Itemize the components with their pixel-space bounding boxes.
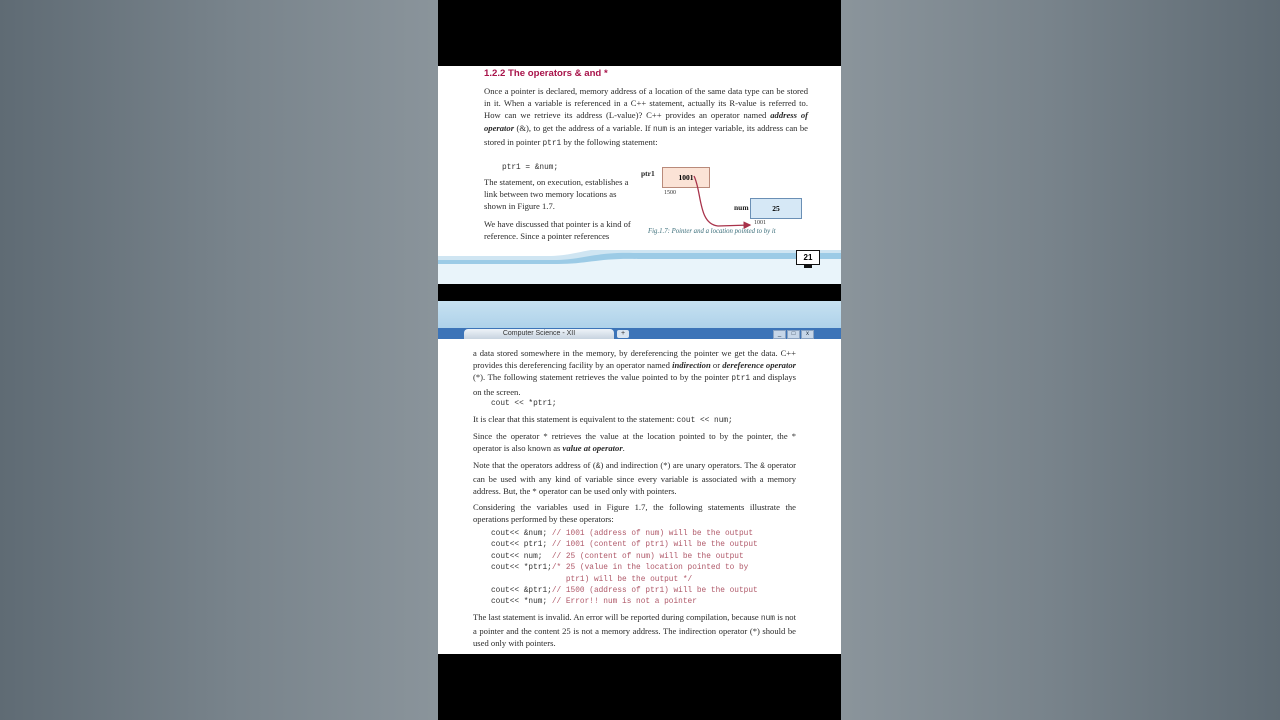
- code-line: cout<< ptr1; // 1001 (content of ptr1) will be the output: [491, 541, 758, 550]
- code-assignment: ptr1 = &num;: [502, 164, 559, 172]
- paragraph-address-operator: Once a pointer is declared, memory address of a location of the same data type can be stored in it. When a variable is referenced in a C++ statement, actually its R-value is referred to. How can we retrieve its address (L-value)? C++ provides an operator named address of operator (&), to get the address of a variable. If num is an integer variable, its address can be stored in pointer ptr1 by the following statement:: [484, 86, 809, 148]
- paragraph-equivalent: It is clear that this statement is equivalent to the statement: cout << num;: [473, 414, 733, 425]
- textbook-page-top: [438, 66, 841, 284]
- maximize-button[interactable]: □: [787, 330, 800, 339]
- paragraph-unary: Note that the operators address of (&) and indirection (*) are unary operators. The & operator can be used with any kind of variable since every variable is associated with a memory address. But, the * operator can be used only with pointers.: [473, 460, 797, 497]
- video-frame: [438, 0, 841, 720]
- code-examples: [491, 529, 758, 609]
- code-cout-ptr: cout << *ptr1;: [491, 400, 557, 408]
- new-tab-button[interactable]: +: [617, 330, 629, 338]
- monitor-icon: [804, 265, 812, 268]
- paragraph-link: The statement, on execution, establishes a link between two memory locations as shown in Figure 1.7.: [484, 177, 629, 212]
- num-box: 25: [750, 198, 802, 219]
- ptr-label: ptr1: [641, 169, 655, 178]
- paragraph-dereference: a data stored somewhere in the memory, by dereferencing the pointer we get the data. C++ provides this dereferencing facility by an operator named indirection or dereference operator (*). The following statement retrieves the value pointed to by the pointer ptr1 and displays on the screen.: [473, 348, 797, 397]
- page-header-band: [438, 301, 841, 328]
- code-line: cout<< *ptr1;/* 25 (value in the location pointed to by: [491, 564, 749, 573]
- browser-tab-bar: [438, 328, 841, 339]
- page-number: 21: [796, 250, 820, 265]
- close-button[interactable]: x: [801, 330, 814, 339]
- paragraph-value-at: Since the operator * retrieves the value at the location pointed to by the pointer, the * operator is also known as value at operator.: [473, 431, 796, 454]
- code-line: ptr1) will be the output */: [551, 575, 693, 584]
- paragraph-considering: Considering the variables used in Figure 1.7, the following statements illustrate the operations performed by these operators:: [473, 502, 796, 525]
- page-footer-wave: [438, 250, 841, 284]
- code-line: cout<< &num; // 1001 (address of num) will be the output: [491, 530, 754, 538]
- num-address: 1001: [754, 220, 766, 226]
- minimize-button[interactable]: _: [773, 330, 786, 339]
- code-line: cout<< &ptr1;// 1500 (address of ptr1) will be the output: [491, 587, 758, 596]
- textbook-page-bottom: [438, 301, 841, 654]
- tab-computer-science[interactable]: Computer Science - XII: [464, 329, 614, 339]
- section-heading: 1.2.2 The operators & and *: [484, 68, 608, 79]
- figure-caption: Fig.1.7: Pointer and a location pointed to by it: [648, 228, 776, 235]
- ptr-box: 1001: [662, 167, 710, 188]
- code-line: cout<< *num; // Error!! num is not a pointer: [491, 598, 697, 607]
- paragraph-reference: We have discussed that pointer is a kind of reference. Since a pointer references: [484, 219, 631, 242]
- code-line: cout<< num; // 25 (content of num) will be the output: [491, 552, 744, 561]
- num-label: num: [734, 203, 749, 212]
- ptr-address: 1500: [664, 190, 676, 196]
- paragraph-invalid: The last statement is invalid. An error will be reported during compilation, because num is not a pointer and the content 25 is not a memory address. The indirection operator (*) should be used only with pointers.: [473, 612, 796, 649]
